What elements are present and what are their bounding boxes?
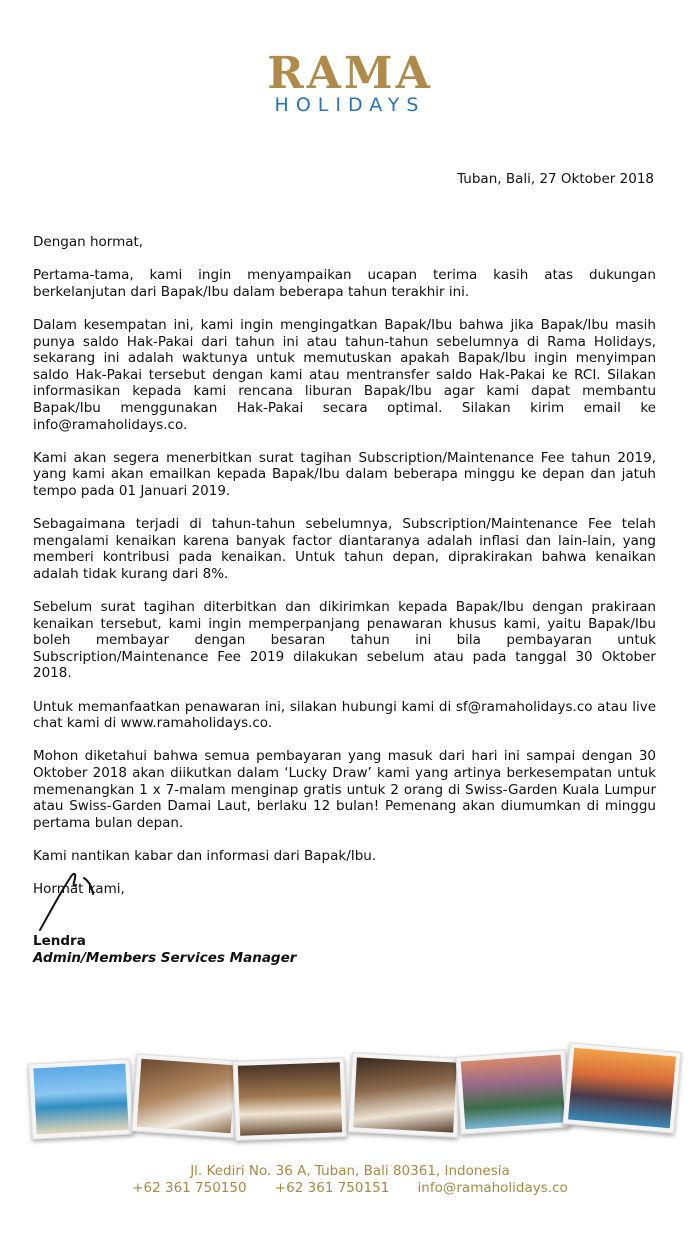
paragraph: Kami nantikan kabar dan informasi dari Bapak/Ibu. [33,847,377,864]
footer-phone-2: +62 361 750151 [274,1180,390,1196]
greeting: Dengan hormat, [33,234,144,250]
photo-spa [233,1057,348,1141]
footer-contact [0,1163,700,1197]
photo-beach-pool [28,1058,134,1139]
footer-contact-row [0,1180,700,1197]
photo-strip [0,1035,700,1155]
photo-resort-aerial [455,1049,570,1134]
footer-phone-1: +62 361 750150 [132,1180,247,1196]
letter-date: Tuban, Bali, 27 Oktober 2018 [457,171,654,187]
paragraph: Pertama-tama, kami ingin menyampaikan ucapan terima kasih atas dukungan berkelanjutan dari Bapak/Ibu dalam beberapa tahun terakhir ini. [33,267,656,300]
letter-body [33,234,656,914]
company-logo [0,48,700,116]
paragraph: Sebagaimana terjadi di tahun-tahun sebelumnya, Subscription/Maintenance Fee telah mengalami kenaikan karena banyak factor diantaranya adalah inflasi dan lain-lain, yang memberi kontribusi pada kenaikan. Untuk tahun depan, diprakirakan bahwa kenaikan adalah tidak kurang dari 8%. [33,516,656,582]
footer-address: Jl. Kediri No. 36 A, Tuban, Bali 80361, Indonesia [190,1163,510,1179]
signer-name: Lendra [33,933,86,949]
signer-block [33,933,296,967]
photo-bedroom [131,1053,240,1138]
logo-subtitle: HOLIDAYS [274,94,426,116]
logo-wordmark: RAMA [267,48,433,99]
paragraph: Untuk memanfaatkan penawaran ini, silakan hubungi kami di sf@ramaholidays.co atau live chat kami di www.ramaholidays.co. [33,698,656,732]
handwritten-signature [36,866,106,936]
closing: Hormat kami, [33,881,125,898]
paragraph: Sebelum surat tagihan diterbitkan dan dikirimkan kepada Bapak/Ibu dengan prakiraan kenaikan tersebut, kami ingin memperpanjang penawaran khusus kami, yaitu Bapak/Ibu boleh membayar dengan besaran tahun ini bila pembayaran untuk Subscription/Maintenance Fee 2019 dilakukan sebelum atau pada tanggal 30 Oktober 2018. [33,599,656,682]
paragraph: Dalam kesempatan ini, kami ingin mengingatkan Bapak/Ibu bahwa jika Bapak/Ibu masih punya saldo Hak-Pakai dari tahun ini atau tahun-tahun sebelumnya di Rama Holidays, sekarang ini adalah waktunya untuk memutuskan apakah Bapak/Ibu ingin menyimpan saldo Hak-Pakai tersebut dengan kami atau mentransfer saldo Hak-Pakai ke RCI. Silakan informasikan kepada kami rencana liburan Bapak/Ibu agar kami dapat membantu Bapak/Ibu menggunakan Hak-Pakai secara optimal. Silakan kirim email ke info@ramaholidays.co. [33,316,656,433]
photo-sunset-pool [563,1042,682,1133]
signer-title: Admin/Members Services Manager [33,950,297,966]
paragraph: Mohon diketahui bahwa semua pembayaran yang masuk dari hari ini sampai dengan 30 Oktober 2018 akan diikutkan dalam ‘Lucky Draw’ kami yang artinya berkesempatan untuk memenangkan 1 x 7-malam menginap gratis untuk 2 orang di Swiss-Garden Kuala Lumpur atau Swiss-Garden Damai Laut, berlaku 12 bulan! Pemenang akan diumumkan di minggu pertama bulan depan. [33,748,656,831]
paragraph: Kami akan segera menerbitkan surat tagihan Subscription/Maintenance Fee tahun 2019, yang kami akan emailkan kepada Bapak/Ibu dalam beberapa minggu ke depan dan jatuh tempo pada 01 Januari 2019. [33,449,656,499]
photo-suite [348,1052,462,1138]
footer-email[interactable]: info@ramaholidays.co [417,1180,568,1196]
